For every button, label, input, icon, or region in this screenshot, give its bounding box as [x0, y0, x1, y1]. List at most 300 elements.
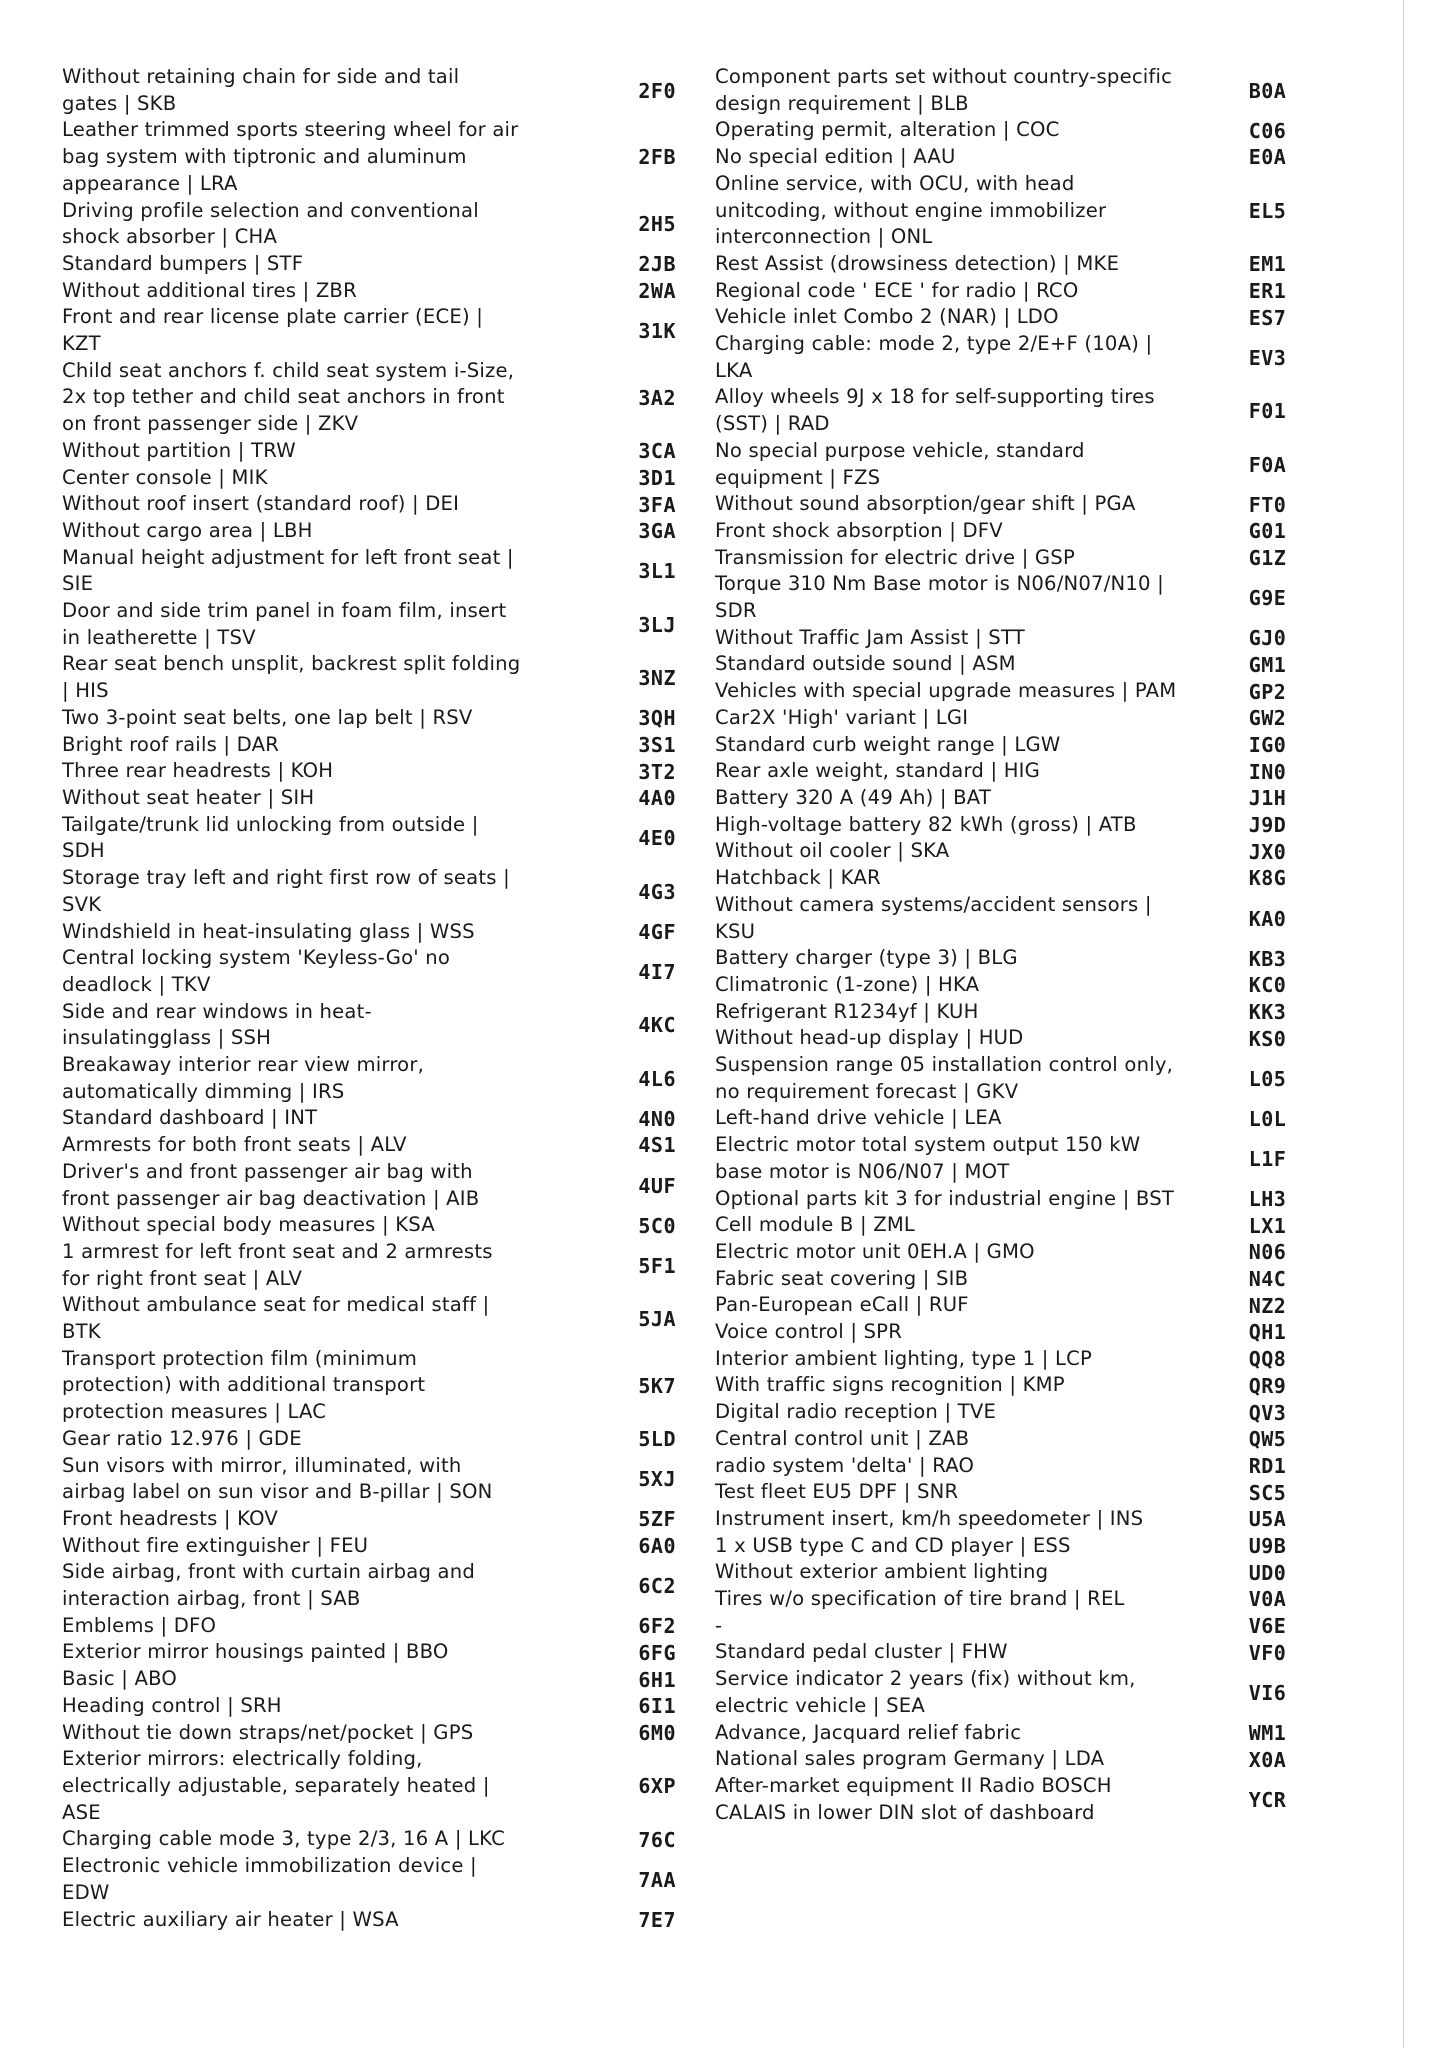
- option-code: 3LJ: [638, 612, 676, 637]
- option-description: Bright roof rails | DAR: [62, 732, 280, 756]
- option-code: 4UF: [638, 1173, 676, 1198]
- option-description: Three rear headrests | KOH: [62, 759, 334, 783]
- option-row: [715, 625, 1349, 652]
- option-code: IG0: [1248, 732, 1287, 757]
- option-code: N06: [1248, 1240, 1287, 1265]
- option-row: [715, 278, 1349, 305]
- option-row: [715, 999, 1349, 1026]
- option-code: KC0: [1248, 973, 1287, 998]
- option-description: Left-hand drive vehicle | LEA: [715, 1106, 1002, 1130]
- option-row: [715, 758, 1349, 785]
- option-code: 5XJ: [638, 1467, 676, 1492]
- option-row: [62, 1292, 678, 1345]
- option-row: [62, 1132, 678, 1159]
- option-description: Service indicator 2 years (fix) without km, electric vehicle | SEA: [715, 1667, 1136, 1717]
- option-description: Without tie down straps/net/pocket | GPS: [62, 1720, 474, 1744]
- option-code: 3S1: [638, 732, 676, 757]
- option-code: QQ8: [1248, 1347, 1287, 1372]
- option-row: [715, 678, 1349, 705]
- option-description: Suspension range 05 installation control only, no requirement forecast | GKV: [715, 1053, 1174, 1103]
- option-row: [62, 1105, 678, 1132]
- option-description: Without camera systems/accident sensors | KSU: [715, 892, 1152, 943]
- option-row: [715, 1746, 1349, 1773]
- option-description: Vehicle inlet Combo 2 (NAR) | LDO: [715, 305, 1059, 329]
- option-code: F0A: [1248, 452, 1287, 477]
- option-row: [62, 1720, 678, 1747]
- page-edge-line: [1403, 0, 1404, 2048]
- option-code: K8G: [1248, 866, 1287, 891]
- option-row: [715, 1239, 1349, 1266]
- option-row: [715, 732, 1349, 759]
- option-code: G1Z: [1248, 546, 1287, 570]
- option-code: J1H: [1248, 786, 1287, 811]
- option-description: Child seat anchors f. child seat system i-Size, 2x top tether and child seat anchors in front on front passenger side | ZKV: [62, 358, 515, 436]
- option-description: Without additional tires | ZBR: [62, 278, 357, 302]
- option-row: [715, 1186, 1349, 1213]
- option-description: Without Traffic Jam Assist | STT: [715, 625, 1025, 649]
- option-row: [715, 1586, 1349, 1613]
- option-row: [715, 438, 1349, 491]
- option-description: Battery charger (type 3) | BLG: [715, 946, 1018, 970]
- option-row: [715, 1399, 1349, 1426]
- option-description: Storage tray left and right first row of seats | SVK: [62, 866, 510, 916]
- option-description: Without fire extinguisher | FEU: [62, 1533, 369, 1557]
- option-code: 6H1: [638, 1667, 676, 1692]
- option-row: [715, 1426, 1349, 1453]
- option-code: 4G3: [638, 879, 676, 904]
- option-code: 5F1: [638, 1253, 676, 1278]
- option-row: [715, 1773, 1349, 1826]
- option-description: Optional parts kit 3 for industrial engine | BST: [715, 1186, 1175, 1210]
- option-code: SC5: [1248, 1480, 1287, 1505]
- option-code: EL5: [1248, 198, 1287, 223]
- option-code: UD0: [1248, 1560, 1287, 1585]
- option-row: [715, 251, 1349, 278]
- option-code: 4I7: [638, 959, 676, 984]
- option-description: Rear axle weight, standard | HIG: [715, 759, 1040, 783]
- option-code: V0A: [1248, 1587, 1287, 1612]
- option-code: 7E7: [638, 1907, 676, 1932]
- option-description: Breakaway interior rear view mirror, automatically dimming | IRS: [62, 1053, 425, 1103]
- option-code: 76C: [638, 1827, 676, 1852]
- option-description: Hatchback | KAR: [715, 866, 881, 890]
- option-description: Emblems | DFO: [62, 1613, 217, 1637]
- option-code: 6FG: [638, 1640, 676, 1665]
- option-row: [62, 438, 678, 465]
- option-row: [62, 491, 678, 518]
- option-row: [62, 251, 678, 278]
- option-description: Instrument insert, km/h speedometer | INS: [715, 1506, 1144, 1530]
- option-description: Without head-up display | HUD: [715, 1026, 1024, 1050]
- option-row: [715, 545, 1349, 572]
- option-row: [62, 545, 678, 598]
- option-description: Electronic vehicle immobilization device | EDW: [62, 1854, 477, 1904]
- option-code: U5A: [1248, 1507, 1287, 1532]
- option-code: QH1: [1248, 1320, 1287, 1345]
- option-description: Without cargo area | LBH: [62, 518, 313, 542]
- option-description: Cell module B | ZML: [715, 1213, 916, 1237]
- option-row: [715, 1720, 1349, 1747]
- option-description: Operating permit, alteration | COC: [715, 118, 1060, 142]
- option-description: Without partition | TRW: [62, 438, 296, 462]
- option-code: V6E: [1248, 1614, 1287, 1639]
- option-code: J9D: [1248, 813, 1287, 838]
- option-row: [715, 304, 1349, 331]
- option-description: Side and rear windows in heat-insulatingglass | SSH: [62, 999, 372, 1050]
- option-code: 3FA: [638, 492, 676, 517]
- option-row: [62, 1212, 678, 1239]
- option-code: VI6: [1248, 1680, 1287, 1705]
- option-code: E0A: [1248, 145, 1287, 170]
- option-description: Climatronic (1-zone) | HKA: [715, 972, 980, 996]
- option-row: [62, 1346, 678, 1426]
- option-code: L0L: [1248, 1106, 1287, 1131]
- option-description: Rear seat bench unsplit, backrest split folding | HIS: [62, 652, 521, 703]
- option-description: Pan-European eCall | RUF: [715, 1293, 969, 1317]
- option-description: Transmission for electric drive | GSP: [715, 545, 1075, 569]
- option-code: 2WA: [638, 278, 676, 303]
- option-code: 3CA: [638, 439, 676, 464]
- option-code: G9E: [1248, 586, 1287, 611]
- option-description: Front headrests | KOV: [62, 1506, 278, 1530]
- option-row: [715, 1533, 1349, 1560]
- option-code: QV3: [1248, 1400, 1287, 1425]
- option-description: Center console | MIK: [62, 465, 268, 489]
- option-description: Car2X 'High' variant | LGI: [715, 705, 969, 729]
- option-row: [715, 945, 1349, 972]
- option-row: [62, 1853, 678, 1906]
- option-description: Without roof insert (standard roof) | DEI: [62, 492, 460, 516]
- option-description: No special purpose vehicle, standard equipment | FZS: [715, 438, 1085, 489]
- option-row: [715, 331, 1349, 384]
- option-row: [62, 1666, 678, 1693]
- option-code: 3D1: [638, 465, 676, 490]
- option-code: 4S1: [638, 1133, 676, 1158]
- option-code: 3GA: [638, 519, 676, 544]
- option-description: Standard outside sound | ASM: [715, 652, 1016, 676]
- option-description: Regional code ' ECE ' for radio | RCO: [715, 278, 1079, 302]
- option-description: Gear ratio 12.976 | GDE: [62, 1426, 302, 1450]
- option-row: [62, 1639, 678, 1666]
- option-description: Electric motor unit 0EH.A | GMO: [715, 1239, 1035, 1263]
- option-code: KS0: [1248, 1026, 1287, 1051]
- option-description: Charging cable mode 3, type 2/3, 16 A | LKC: [62, 1827, 506, 1851]
- option-code: LH3: [1248, 1186, 1287, 1211]
- option-row: [62, 1506, 678, 1533]
- option-code: 3QH: [638, 706, 676, 731]
- option-row: [715, 972, 1349, 999]
- option-row: [715, 651, 1349, 678]
- option-code: 6F2: [638, 1614, 676, 1639]
- option-row: [62, 705, 678, 732]
- option-code: 6A0: [638, 1534, 676, 1559]
- option-code: G01: [1248, 519, 1287, 544]
- option-code: LX1: [1248, 1213, 1287, 1238]
- option-code: L05: [1248, 1066, 1287, 1091]
- option-row: [62, 1826, 678, 1853]
- option-description: Sun visors with mirror, illuminated, with airbag label on sun visor and B-pillar | SON: [62, 1453, 493, 1504]
- option-row: [715, 1025, 1349, 1052]
- option-row: [62, 117, 678, 197]
- option-row: [715, 1105, 1349, 1132]
- option-row: [715, 1212, 1349, 1239]
- option-code: GW2: [1248, 706, 1287, 731]
- option-code: X0A: [1248, 1747, 1287, 1772]
- option-row: [62, 785, 678, 812]
- option-code: KK3: [1248, 999, 1287, 1024]
- option-row: [62, 1426, 678, 1453]
- option-code: 3T2: [638, 759, 676, 784]
- option-description: Basic | ABO: [62, 1667, 178, 1691]
- option-row: [62, 651, 678, 704]
- option-row: [62, 1159, 678, 1212]
- option-row: [715, 1666, 1349, 1719]
- left-column: [62, 64, 678, 1933]
- option-description: Without oil cooler | SKA: [715, 839, 950, 863]
- option-description: Without sound absorption/gear shift | PGA: [715, 492, 1136, 516]
- option-code: QW5: [1248, 1427, 1287, 1452]
- option-description: Heading control | SRH: [62, 1693, 282, 1717]
- option-description: Transport protection film (minimum protection) with additional transport protection measures | LAC: [62, 1346, 426, 1424]
- option-code: QR9: [1248, 1373, 1287, 1398]
- option-code: VF0: [1248, 1640, 1287, 1665]
- option-row: [715, 892, 1349, 945]
- option-description: National sales program Germany | LDA: [715, 1747, 1105, 1771]
- option-row: [715, 571, 1349, 624]
- option-code: ER1: [1248, 278, 1287, 303]
- option-description: Exterior mirror housings painted | BBO: [62, 1640, 449, 1664]
- option-row: [715, 1559, 1349, 1586]
- option-row: [715, 838, 1349, 865]
- option-description: Without ambulance seat for medical staff | BTK: [62, 1293, 490, 1344]
- option-description: Digital radio reception | TVE: [715, 1400, 997, 1424]
- option-code: WM1: [1248, 1720, 1287, 1745]
- option-description: Component parts set without country-specific design requirement | BLB: [715, 65, 1173, 115]
- option-row: [62, 465, 678, 492]
- option-description: Central control unit | ZAB: [715, 1426, 970, 1450]
- option-row: [62, 1613, 678, 1640]
- option-code: 7AA: [638, 1867, 676, 1892]
- option-row: [62, 358, 678, 438]
- option-description: Tailgate/trunk lid unlocking from outside | SDH: [62, 812, 479, 863]
- option-row: [62, 198, 678, 251]
- option-code: F01: [1248, 399, 1287, 424]
- option-row: [62, 758, 678, 785]
- option-row: [715, 1639, 1349, 1666]
- option-code: 5JA: [638, 1307, 676, 1332]
- option-description: Driver's and front passenger air bag with front passenger air bag deactivation | AIB: [62, 1159, 480, 1210]
- option-code: FT0: [1248, 492, 1287, 517]
- option-description: Central locking system 'Keyless-Go' no deadlock | TKV: [62, 946, 451, 996]
- option-code: N4C: [1248, 1266, 1287, 1291]
- option-row: [62, 1559, 678, 1612]
- option-code: 2FB: [638, 145, 676, 170]
- option-description: Alloy wheels 9J x 18 for self-supporting tires (SST) | RAD: [715, 385, 1155, 436]
- option-description: 1 armrest for left front seat and 2 armrests for right front seat | ALV: [62, 1239, 493, 1290]
- right-column: [715, 64, 1349, 1826]
- option-description: No special edition | AAU: [715, 145, 956, 169]
- option-description: Standard bumpers | STF: [62, 251, 304, 275]
- option-description: Two 3-point seat belts, one lap belt | RSV: [62, 705, 473, 729]
- option-code: 4A0: [638, 786, 676, 811]
- option-description: Standard curb weight range | LGW: [715, 732, 1061, 756]
- option-code: 5K7: [638, 1373, 676, 1398]
- option-description: Charging cable: mode 2, type 2/E+F (10A) | LKA: [715, 332, 1153, 382]
- option-row: [715, 1453, 1349, 1480]
- option-row: [715, 1506, 1349, 1533]
- option-row: [715, 1052, 1349, 1105]
- option-description: After-market equipment II Radio BOSCH CALAIS in lower DIN slot of dashboard: [715, 1774, 1112, 1824]
- option-code: L1F: [1248, 1146, 1287, 1171]
- option-row: [62, 1239, 678, 1292]
- option-code: KA0: [1248, 906, 1287, 931]
- option-code: 4GF: [638, 919, 676, 944]
- option-code: 6XP: [638, 1774, 676, 1799]
- option-description: Online service, with OCU, with head unitcoding, without engine immobilizer interconnection | ONL: [715, 171, 1107, 249]
- option-description: Leather trimmed sports steering wheel for air bag system with tiptronic and aluminum appearance | LRA: [62, 118, 519, 195]
- option-code: EM1: [1248, 252, 1287, 277]
- option-code: B0A: [1248, 78, 1287, 103]
- option-row: [62, 278, 678, 305]
- option-description: With traffic signs recognition | KMP: [715, 1373, 1065, 1397]
- option-row: [62, 1746, 678, 1826]
- option-code: 6I1: [638, 1694, 676, 1719]
- option-row: [715, 171, 1349, 251]
- option-description: Without seat heater | SIH: [62, 785, 315, 809]
- option-description: Advance, Jacquard relief fabric: [715, 1720, 1022, 1744]
- option-code: GM1: [1248, 652, 1287, 677]
- option-row: [715, 1266, 1349, 1293]
- option-code: 5LD: [638, 1427, 676, 1452]
- option-description: Interior ambient lighting, type 1 | LCP: [715, 1346, 1092, 1370]
- option-row: [715, 1132, 1349, 1185]
- option-code: KB3: [1248, 946, 1287, 971]
- option-row: [62, 812, 678, 865]
- option-row: [715, 518, 1349, 545]
- option-description: Manual height adjustment for left front seat | SIE: [62, 545, 514, 596]
- option-code: 4E0: [638, 826, 676, 851]
- option-description: Windshield in heat-insulating glass | WSS: [62, 919, 475, 943]
- option-row: [62, 1693, 678, 1720]
- option-row: [715, 785, 1349, 812]
- option-row: [715, 491, 1349, 518]
- option-row: [62, 999, 678, 1052]
- option-row: [62, 598, 678, 651]
- option-row: [715, 384, 1349, 437]
- option-code: GJ0: [1248, 626, 1287, 651]
- option-code: 2H5: [638, 212, 676, 237]
- option-description: Standard pedal cluster | FHW: [715, 1640, 1008, 1664]
- option-description: Refrigerant R1234yf | KUH: [715, 999, 979, 1023]
- option-code: C06: [1248, 118, 1287, 143]
- option-row: [62, 1533, 678, 1560]
- option-row: [715, 117, 1349, 144]
- option-row: [715, 144, 1349, 171]
- option-row: [62, 732, 678, 759]
- option-description: Driving profile selection and conventional shock absorber | CHA: [62, 198, 479, 249]
- option-description: Battery 320 A (49 Ah) | BAT: [715, 785, 992, 809]
- option-code: 4N0: [638, 1106, 676, 1131]
- option-description: Electric motor total system output 150 kW base motor is N06/N07 | MOT: [715, 1133, 1141, 1183]
- option-code: 3L1: [638, 559, 676, 584]
- option-code: EV3: [1248, 345, 1287, 370]
- option-code: 5C0: [638, 1213, 676, 1238]
- option-code: U9B: [1248, 1534, 1287, 1559]
- option-code: 5ZF: [638, 1507, 676, 1532]
- option-description: Without retaining chain for side and tail gates | SKB: [62, 65, 460, 115]
- option-row: [715, 1479, 1349, 1506]
- option-code: 6M0: [638, 1720, 676, 1745]
- option-description: Test fleet EU5 DPF | SNR: [715, 1480, 959, 1504]
- option-row: [62, 1453, 678, 1506]
- option-description: Rest Assist (drowsiness detection) | MKE: [715, 251, 1120, 275]
- option-code: 4L6: [638, 1066, 676, 1091]
- option-code: 2JB: [638, 252, 676, 277]
- option-description: Fabric seat covering | SIB: [715, 1266, 969, 1290]
- option-code: 3NZ: [638, 666, 676, 691]
- option-code: YCR: [1248, 1787, 1287, 1812]
- option-code: GP2: [1248, 679, 1287, 704]
- option-row: [715, 1372, 1349, 1399]
- option-code: 3A2: [638, 385, 676, 410]
- option-code: IN0: [1248, 759, 1287, 784]
- option-description: Voice control | SPR: [715, 1320, 903, 1344]
- option-row: [715, 1346, 1349, 1373]
- option-description: Standard dashboard | INT: [62, 1106, 318, 1130]
- option-description: Torque 310 Nm Base motor is N06/N07/N10 | SDR: [715, 572, 1164, 623]
- option-description: Door and side trim panel in foam film, insert in leatherette | TSV: [62, 599, 507, 649]
- option-row: [62, 919, 678, 946]
- option-row: [62, 518, 678, 545]
- option-row: [62, 945, 678, 998]
- option-description: High-voltage battery 82 kWh (gross) | ATB: [715, 812, 1137, 836]
- option-description: Front shock absorption | DFV: [715, 518, 1003, 542]
- option-description: Exterior mirrors: electrically folding, electrically adjustable, separately heated | ASE: [62, 1747, 490, 1824]
- option-description: 1 x USB type C and CD player | ESS: [715, 1533, 1071, 1557]
- option-row: [715, 1613, 1349, 1640]
- option-code: NZ2: [1248, 1293, 1287, 1318]
- option-row: [715, 705, 1349, 732]
- option-code: 4KC: [638, 1013, 676, 1038]
- option-description: -: [715, 1613, 723, 1637]
- option-description: Tires w/o specification of tire brand | REL: [715, 1587, 1125, 1611]
- option-description: radio system 'delta' | RAO: [715, 1453, 975, 1477]
- option-row: [62, 1907, 678, 1934]
- option-code: 31K: [638, 319, 676, 344]
- option-description: Side airbag, front with curtain airbag and interaction airbag, front | SAB: [62, 1560, 475, 1611]
- option-description: Without special body measures | KSA: [62, 1213, 435, 1237]
- option-row: [62, 64, 678, 117]
- option-row: [62, 1052, 678, 1105]
- option-description: Without exterior ambient lighting: [715, 1560, 1049, 1584]
- option-row: [715, 812, 1349, 839]
- option-code: RD1: [1248, 1453, 1287, 1478]
- option-row: [715, 865, 1349, 892]
- option-row: [715, 1319, 1349, 1346]
- option-description: Electric auxiliary air heater | WSA: [62, 1907, 399, 1931]
- option-row: [715, 1292, 1349, 1319]
- option-code: 6C2: [638, 1574, 676, 1599]
- option-description: Vehicles with special upgrade measures | PAM: [715, 679, 1177, 703]
- option-row: [715, 64, 1349, 117]
- option-row: [62, 304, 678, 357]
- option-code: 2F0: [638, 78, 676, 103]
- option-code: JX0: [1248, 839, 1287, 864]
- option-row: [62, 865, 678, 918]
- option-description: Front and rear license plate carrier (ECE) | KZT: [62, 305, 484, 356]
- option-code: ES7: [1248, 305, 1287, 330]
- option-description: Armrests for both front seats | ALV: [62, 1133, 407, 1157]
